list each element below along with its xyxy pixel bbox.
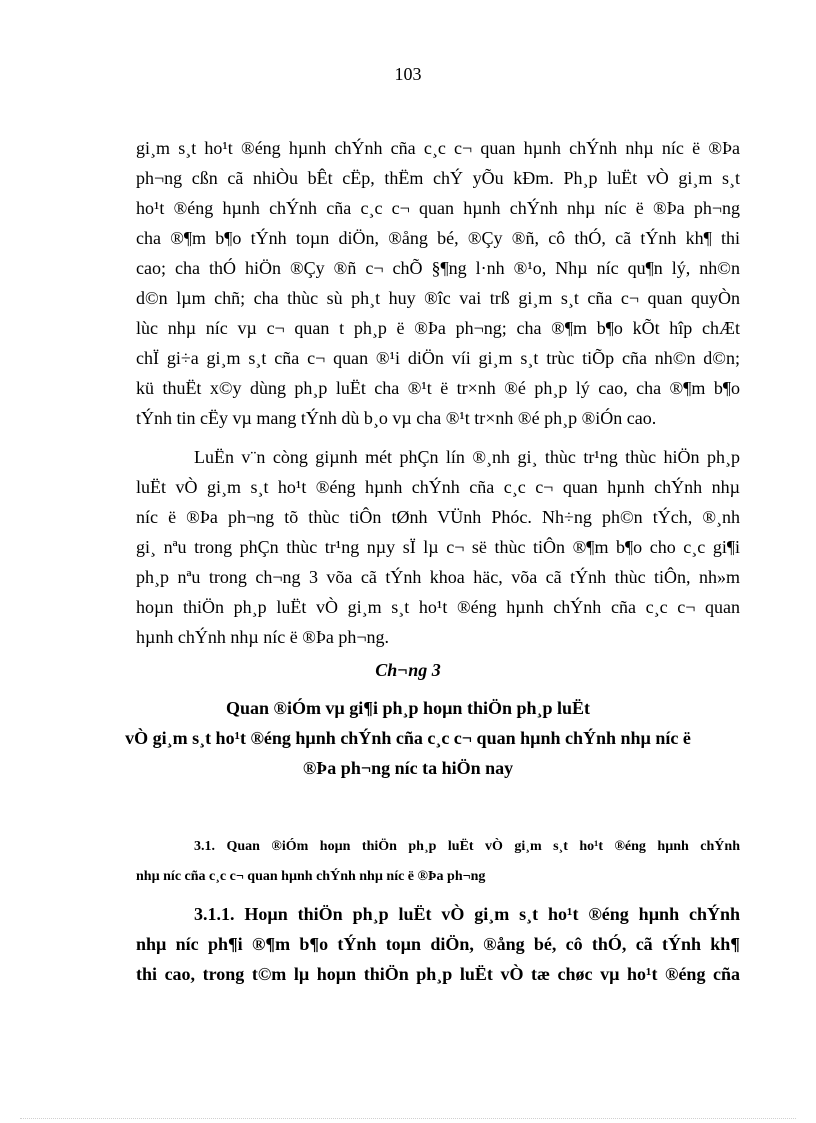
text-line: d©n lµm chñ; cha thùc sù ph¸t huy ®îc vai trß gi¸m s¸t cña c¬ quan quyÒn — [136, 288, 740, 308]
text-line: gi¸ nªu trong phÇn thùc tr¹ng nµy sÏ lµ c¬ së thùc tiÔn ®¶m b¶o cho c¸c gi¶i — [136, 537, 740, 557]
section-heading-line: thi cao, trong t©m lµ hoµn thiÖn ph¸p luËt vÒ tæ chøc vµ ho¹t ®éng cña — [136, 964, 740, 984]
page-bottom-rule — [20, 1118, 796, 1119]
text-line: LuËn v¨n còng giµnh mét phÇn lín ®¸nh gi¸ thùc tr¹ng thùc hiÖn ph¸p — [194, 447, 740, 467]
section-heading-line: nhµ níc cña c¸c c¬ quan hµnh chÝnh nhµ níc ë ®Þa ph¬ng — [136, 869, 486, 884]
text-line: níc ë ®Þa ph¬ng tõ thùc tiÔn tØnh VÜnh Phóc. Nh÷ng ph©n tÝch, ®¸nh — [136, 507, 740, 527]
page-number: 103 — [394, 64, 422, 84]
text-line: ho¹t ®éng hµnh chÝnh cña c¸c c¬ quan hµnh chÝnh nhµ níc ë ®Þa ph¬ng — [136, 198, 740, 218]
text-line: kü thuËt x©y dùng ph¸p luËt cha ®¹t ë tr×nh ®é ph¸p lý cao, cha ®¶m b¶o — [136, 378, 740, 398]
text-line: gi¸m s¸t ho¹t ®éng hµnh chÝnh cña c¸c c¬ quan hµnh chÝnh nhµ níc ë ®Þa — [136, 138, 740, 158]
text-line: luËt vÒ gi¸m s¸t ho¹t ®éng hµnh chÝnh cña c¸c c¬ quan hµnh chÝnh nhµ — [136, 477, 740, 497]
text-line: lùc nhµ níc vµ c¬ quan t ph¸p ë ®Þa ph¬ng; cha ®¶m b¶o kÕt hîp chÆt — [136, 318, 740, 338]
section-heading-line: 3.1. Quan ®iÓm hoµn thiÖn ph¸p luËt vÒ gi¸m s¸t ho¹t ®éng hµnh chÝnh — [194, 839, 740, 854]
text-line: cha ®¶m b¶o tÝnh toµn diÖn, ®ång bé, ®Çy ®ñ, cô thÓ, cã tÝnh kh¶ thi — [136, 228, 740, 248]
text-line: ph¬ng cßn cã nhiÒu bÊt cËp, thËm chÝ yÕu kÐm. Ph¸p luËt vÒ gi¸m s¸t — [136, 168, 740, 188]
chapter-title-line: vÒ gi¸m s¸t ho¹t ®éng hµnh chÝnh cña c¸c c¬ quan hµnh chÝnh nhµ níc ë — [125, 728, 691, 748]
text-line: ph¸p nªu trong ch¬ng 3 võa cã tÝnh khoa häc, võa cã tÝnh thùc tiÔn, nh»m — [136, 567, 740, 587]
text-line: hµnh chÝnh nhµ níc ë ®Þa ph¬ng. — [136, 627, 390, 647]
chapter-title-line: Quan ®iÓm vµ gi¶i ph¸p hoµn thiÖn ph¸p luËt — [225, 698, 591, 718]
chapter-label: Ch¬ng 3 — [375, 660, 441, 680]
section-heading-line: nhµ níc ph¶i ®¶m b¶o tÝnh toµn diÖn, ®ång bé, cô thÓ, cã tÝnh kh¶ — [136, 934, 740, 954]
text-line: chÏ gi÷a gi¸m s¸t cña c¬ quan ®¹i diÖn víi gi¸m s¸t trùc tiÕp cña nh©n d©n; — [136, 348, 740, 368]
text-line: hoµn thiÖn ph¸p luËt vÒ gi¸m s¸t ho¹t ®éng hµnh chÝnh cña c¸c c¬ quan — [136, 597, 740, 617]
text-line: tÝnh tin cËy vµ mang tÝnh dù b¸o vµ cha ®¹t tr×nh ®é ph¸p ®iÓn cao. — [136, 408, 657, 428]
chapter-title-line: ®Þa ph¬ng níc ta hiÖn nay — [302, 758, 514, 778]
text-line: cao; cha thÓ hiÖn ®Çy ®ñ c¬ chÕ §¶ng l·nh ®¹o, Nhµ níc qu¶n lý, nh©n — [136, 258, 740, 278]
section-heading-line: 3.1.1. Hoµn thiÖn ph¸p luËt vÒ gi¸m s¸t ho¹t ®éng hµnh chÝnh — [194, 904, 740, 924]
